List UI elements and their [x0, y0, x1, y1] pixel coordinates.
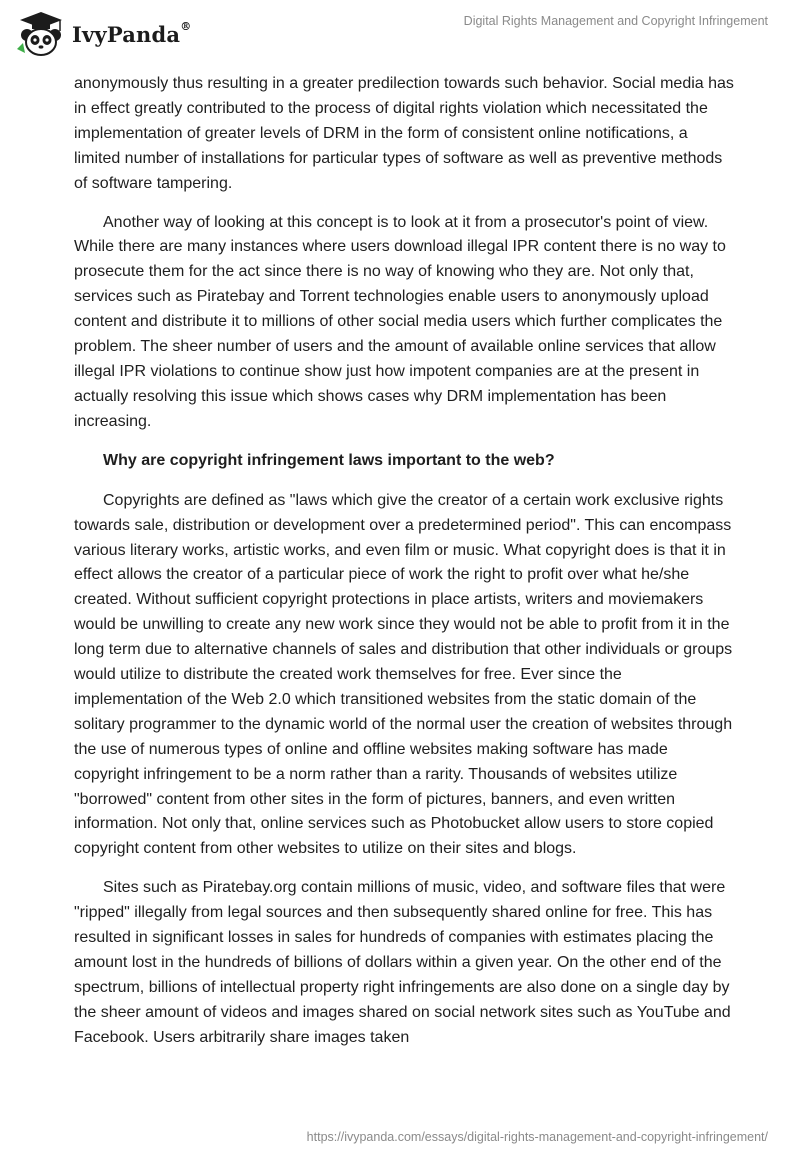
source-url[interactable]: https://ivypanda.com/essays/digital-rights-management-and-copyright-infringement/	[306, 1130, 768, 1144]
brand-name: IvyPanda®	[72, 19, 192, 47]
section-heading: Why are copyright infringement laws important to the web?	[103, 451, 555, 469]
panda-graduate-icon	[14, 9, 68, 59]
brand-logo[interactable]	[14, 8, 191, 60]
paragraph-2: Another way of looking at this concept is to look at it from a prosecutor's point of view. While there are many instances where users download illegal IPR content there is no way to prosecute them for the act since there is no way of knowing who they are. Not only that, services such as Piratebay and Torrent technologies enable users to anonymously upload content and distribute it to millions of other social media users which further complicates the problem. The sheer number of users and the amount of available online services that allow illegal IPR violations to continue show just how impotent companies are at the present in actually resolving this issue which shows cases why DRM implementation has been increasing.	[74, 213, 726, 430]
essay-body	[74, 72, 734, 1065]
document-title: Digital Rights Management and Copyright Infringement	[463, 14, 768, 28]
paragraph-4: Sites such as Piratebay.org contain millions of music, video, and software files that were "ripped" illegally from legal sources and then subsequently shared online for free. This has resulted in significant losses in sales for hundreds of companies with estimates placing the amount lost in the hundreds of billions of dollars within a given year. On the other end of the spectrum, billions of intellectual property right infringements are also done on a single day by the sheer amount of videos and images shared on social network sites such as YouTube and Facebook. Users arbitrarily share images taken	[74, 879, 731, 1046]
paragraph-1: anonymously thus resulting in a greater predilection towards such behavior. Social media has in effect greatly contributed to the process of digital rights violation which necessitated the implementation of greater levels of DRM in the form of consistent online notifications, a limited number of installations for particular types of software as well as preventive methods of software tampering.	[74, 75, 734, 192]
page-header	[0, 0, 800, 70]
paragraph-3: Copyrights are defined as "laws which give the creator of a certain work exclusive rights towards sale, distribution or development over a predetermined period". This can encompass various literary works, artistic works, and even film or music. What copyright does is that it in effect allows the creator of a particular piece of work the right to profit over what he/she created. Without sufficient copyright protections in place artists, writers and moviemakers would be unwilling to create any new work since they would not be able to profit from it in the long term due to alternative channels of sales and distribution that other individuals or groups would utilize to distribute the created work themselves for free. Ever since the implementation of the Web 2.0 which transitioned websites from the static domain of the solitary programmer to the dynamic world of the normal user the creation of websites through the use of numerous types of online and offline websites making software has made copyright infringement to be a norm rather than a rarity. Thousands of websites utilize "borrowed" content from other sites in the form of pictures, banners, and even written information. Not only that, online services such as Photobucket allow users to store copied copyright content from other websites to utilize on their sites and blogs.	[74, 491, 733, 858]
